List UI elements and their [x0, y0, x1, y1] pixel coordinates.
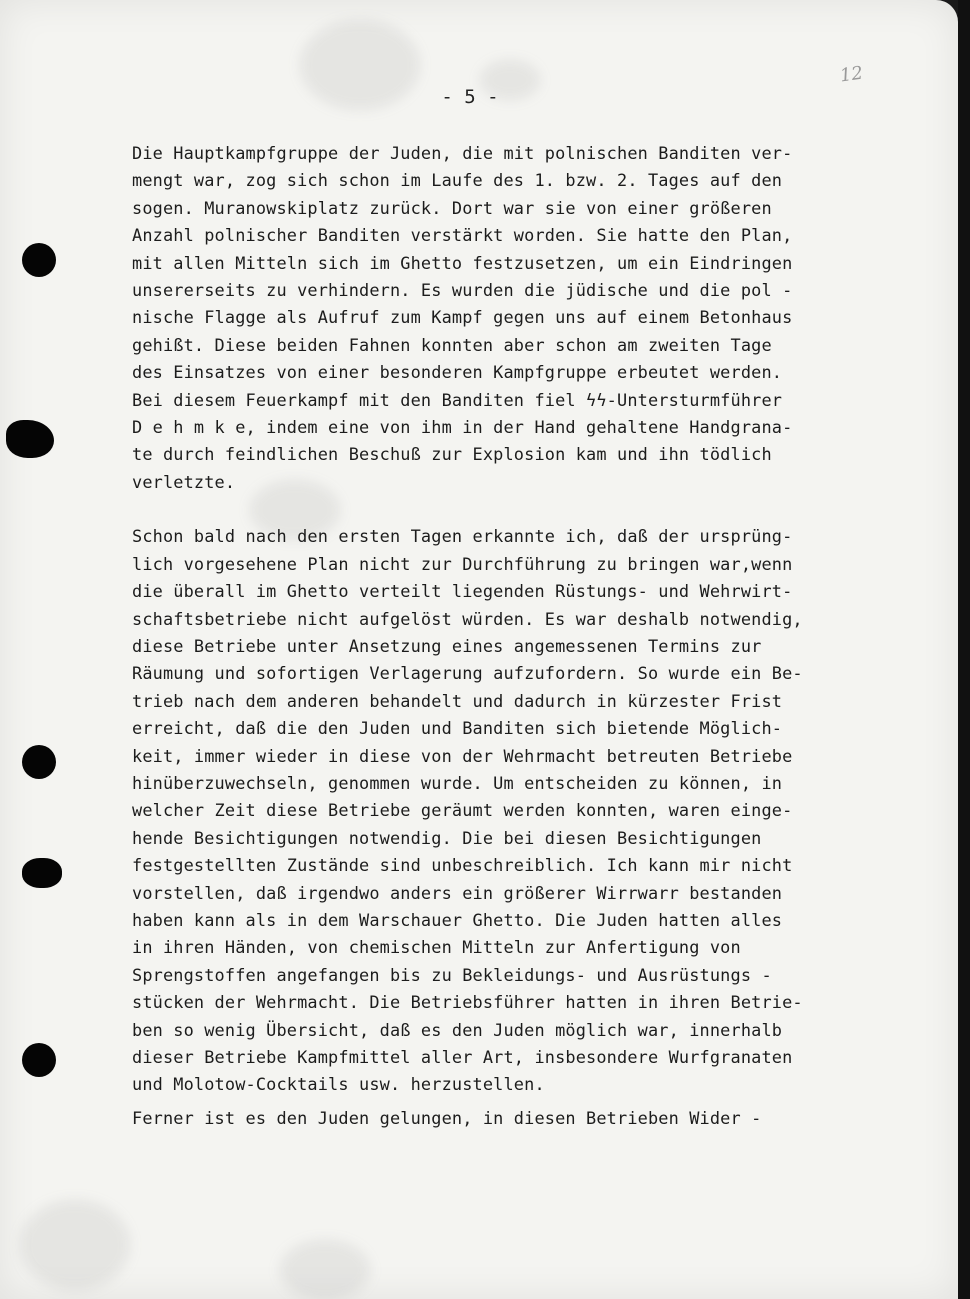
text-line: schaftsbetriebe nicht aufgelöst würden. Es war deshalb notwendig, [132, 608, 803, 629]
page-number: - 5 - [441, 86, 499, 108]
text-line: die überall im Ghetto verteilt liegenden Rüstungs- und Wehrwirt- [132, 581, 793, 602]
text-line: hinüberzuwechseln, genommen wurde. Um entscheiden zu können, in [132, 772, 783, 793]
paragraph [132, 523, 867, 1099]
text-line: welcher Zeit diese Betriebe geräumt werden konnten, waren einge- [132, 800, 793, 821]
stain-mark [300, 20, 420, 110]
text-line: verletzte. [132, 471, 236, 492]
text-line: vorstellen, daß irgendwo anders ein größerer Wirrwarr bestanden [132, 882, 783, 903]
text-line: und Molotow-Cocktails usw. herzustellen. [132, 1074, 545, 1095]
text-line: Räumung und sofortigen Verlagerung aufzufordern. So wurde ein Be- [132, 663, 803, 684]
text-line: Sprengstoffen angefangen bis zu Bekleidungs- und Ausrüstungs - [132, 964, 772, 985]
text-line: mengt war, zog sich schon im Laufe des 1. bzw. 2. Tages auf den [132, 170, 783, 191]
text-line: diese Betriebe unter Ansetzung eines angemessenen Termins zur [132, 635, 762, 656]
text-line: Bei diesem Feuerkampf mit den Banditen fiel ϟϟ-Untersturmführer [132, 389, 783, 410]
text-line: lich vorgesehene Plan nicht zur Durchführung zu bringen war,wenn [132, 553, 793, 574]
text-line: te durch feindlichen Beschuß zur Explosion kam und ihn tödlich [132, 444, 772, 465]
text-line: trieb nach dem anderen behandelt und dadurch in kürzester Frist [132, 690, 783, 711]
text-line: in ihren Händen, von chemischen Mitteln zur Anfertigung von [132, 937, 741, 958]
text-line: dieser Betriebe Kampfmittel aller Art, insbesondere Wurfgranaten [132, 1047, 793, 1067]
text-line: festgestellten Zustände sind unbeschreiblich. Ich kann mir nicht [132, 855, 793, 876]
punch-hole [22, 858, 62, 888]
text-line: des Einsatzes von einer besonderen Kampfgruppe erbeutet werden. [132, 362, 783, 383]
text-line: sogen. Muranowskiplatz zurück. Dort war sie von einer größeren [132, 197, 772, 218]
text-line: Schon bald nach den ersten Tagen erkannte ich, daß der ursprüng- [132, 526, 793, 547]
punch-hole [22, 745, 56, 779]
text-line: keit, immer wieder in diese von der Wehrmacht betreuten Betriebe [132, 745, 793, 766]
stain-mark [280, 1240, 370, 1299]
text-line: gehißt. Diese beiden Fahnen konnten aber schon am zweiten Tage [132, 334, 772, 355]
handwritten-corner-mark: 12 [838, 62, 865, 87]
paragraph [132, 1105, 867, 1132]
stain-mark [20, 1200, 130, 1290]
text-line: stücken der Wehrmacht. Die Betriebsführer hatten in ihren Betrie- [132, 992, 803, 1013]
document-body [132, 140, 867, 1132]
punch-hole [22, 243, 56, 277]
text-line: nische Flagge als Aufruf zum Kampf gegen uns auf einem Betonhaus [132, 307, 793, 328]
text-line: ben so wenig Übersicht, daß es den Juden möglich war, innerhalb [132, 1019, 783, 1040]
punch-hole [22, 1043, 56, 1077]
text-line: Anzahl polnischer Banditen verstärkt worden. Sie hatte den Plan, [132, 225, 793, 246]
text-line: Die Hauptkampfgruppe der Juden, die mit polnischen Banditen ver- [132, 143, 793, 163]
text-line: erreicht, daß die den Juden und Banditen sich bietende Möglich- [132, 718, 783, 739]
text-line: D e h m k e, indem eine von ihm in der Hand gehaltene Handgrana- [132, 417, 793, 438]
text-line: Ferner ist es den Juden gelungen, in diesen Betrieben Wider - [132, 1107, 762, 1128]
text-line: haben kann als in dem Warschauer Ghetto. Die Juden hatten alles [132, 909, 783, 930]
punch-hole [6, 420, 54, 458]
text-line: unsererseits zu verhindern. Es wurden die jüdische und die pol - [132, 280, 793, 301]
scan-edge [958, 0, 970, 1299]
text-line: mit allen Mitteln sich im Ghetto festzusetzen, um ein Eindringen [132, 252, 793, 273]
text-line: hende Besichtigungen notwendig. Die bei diesen Besichtigungen [132, 827, 762, 848]
paragraph [132, 140, 867, 496]
